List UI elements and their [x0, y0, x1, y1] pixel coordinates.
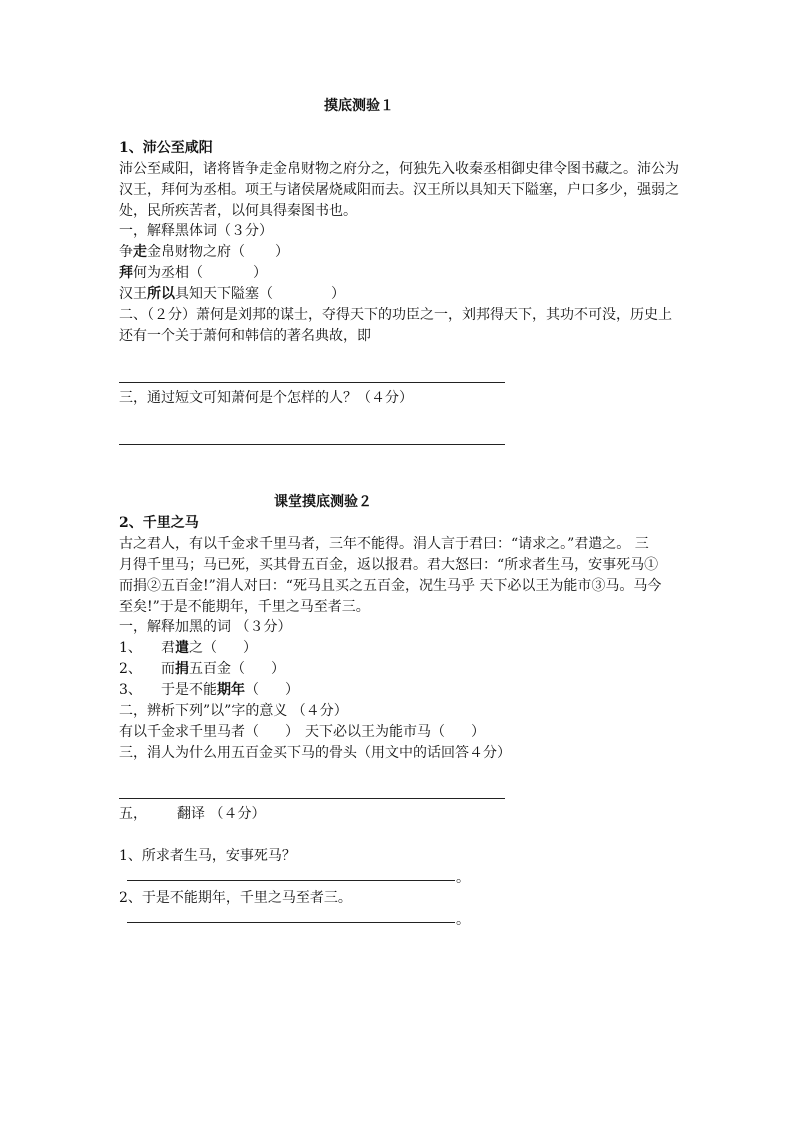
quiz2-q1-item-2-close: ） [271, 661, 285, 677]
quiz2-q2-item-a: 有以千金求千里马者（ [119, 724, 259, 740]
quiz1-q1-item-1 [119, 242, 289, 262]
quiz2-q5-title: 翻译 （４分） [177, 806, 266, 822]
quiz1-heading: 1、沛公至咸阳 [119, 140, 213, 156]
quiz1-q1-item-3-pre: 汉王 [119, 286, 147, 302]
quiz2-q1-item-2-bold: 捐 [175, 661, 189, 677]
quiz2-heading: 2、千里之马 [119, 515, 199, 531]
quiz2-q1-item-2 [119, 659, 285, 679]
quiz2-passage-line-1: 古之君人，有以千金求千里马者，三年不能得。涓人言于君曰：“请求之。”君遣之。 三 [119, 536, 649, 552]
quiz2-q1-item-3-num: 3、 [119, 682, 142, 698]
quiz1-q1-item-3-bold: 所以 [147, 286, 175, 302]
quiz2-q1-title: 一，解释加黑的词 （３分） [119, 619, 292, 635]
quiz2-translate-1-end-mark: 。 [456, 870, 470, 886]
quiz2-q3-answer-line[interactable] [119, 798, 505, 799]
quiz2-q5 [119, 804, 265, 824]
quiz2-q1-item-1-num: 1、 [119, 640, 142, 656]
quiz2-translate-1-answer-line[interactable] [127, 880, 455, 881]
quiz2-translate-2: 2、于是不能期年，千里之马至者三。 [119, 890, 352, 906]
quiz2-q5-label: 五， [119, 806, 147, 822]
quiz2-q1-item-1-close: ） [243, 640, 257, 656]
quiz2-q1-item-3 [119, 680, 299, 700]
quiz2-translate-2-end-mark: 。 [456, 912, 470, 928]
quiz1-q2-line-1: 二、（２分）萧何是刘邦的谋士，夺得天下的功臣之一，刘邦得天下，其功不可没，历史上 [119, 307, 672, 323]
quiz2-q3: 三，涓人为什么用五百金买下马的骨头（用文中的话回答４分） [119, 745, 511, 761]
quiz1-q1-item-1-pre: 争 [119, 244, 133, 260]
quiz1-title: 摸底测验１ [324, 98, 394, 114]
quiz2-passage-line-3: 而捐②五百金!”涓人对曰：“死马且买之五百金，况生马乎 天下必以王为能市③马。马今 [119, 578, 662, 594]
quiz2-q1-item-1-post: 之（ [189, 640, 217, 656]
quiz2-passage-line-2: 月得千里马；马已死，买其骨五百金，返以报君。君大怒曰：“所求者生马，安事死马① [119, 557, 659, 573]
quiz2-q1-item-3-post: （ [245, 682, 259, 698]
quiz1-q1-item-2-close: ） [253, 265, 267, 281]
quiz1-q1-item-2 [119, 263, 267, 283]
quiz1-q1-item-2-post: 何为丞相（ [133, 265, 203, 281]
quiz1-passage-line-2: 汉王，拜何为丞相。项王与诸侯屠烧咸阳而去。汉王所以具知天下隘塞，户口多少，强弱之 [119, 182, 679, 198]
quiz1-q1-item-3 [119, 284, 345, 304]
quiz2-q1-item-2-post: 五百金（ [189, 661, 245, 677]
quiz2-q1-item-3-bold: 期年 [217, 682, 245, 698]
quiz1-q1-item-1-post: 金帛财物之府（ [147, 244, 245, 260]
quiz2-q1-item-3-pre: 于是不能 [161, 682, 217, 698]
quiz2-q2-item-a-close: ） [285, 724, 299, 740]
quiz1-passage-line-1: 沛公至咸阳，诸将皆争走金帛财物之府分之，何独先入收秦丞相御史律令图书藏之。沛公为 [119, 161, 679, 177]
quiz1-q3-answer-line[interactable] [119, 444, 505, 445]
quiz1-q1-item-1-close: ） [275, 244, 289, 260]
quiz1-q3: 三，通过短文可知萧何是个怎样的人？（４分） [119, 390, 413, 406]
quiz2-translate-2-answer-line[interactable] [127, 922, 455, 923]
quiz1-q1-title: 一，解释黑体词（３分） [119, 223, 273, 239]
quiz2-title: 课堂摸底测验２ [274, 494, 372, 510]
quiz2-q2-title: 二，辨析下列”以”字的意义 （４分） [119, 703, 348, 719]
quiz2-q2-item-b-close: ） [471, 724, 485, 740]
quiz1-passage-line-3: 处，民所疾苦者，以何具得秦图书也。 [119, 203, 357, 219]
quiz2-q1-item-1 [119, 638, 257, 658]
quiz2-q1-item-1-bold: 遣 [175, 640, 189, 656]
quiz2-q1-item-1-pre: 君 [161, 640, 175, 656]
quiz2-q1-item-3-close: ） [285, 682, 299, 698]
quiz2-translate-1: 1、所求者生马，安事死马？ [119, 848, 296, 864]
quiz1-q1-item-3-post: 具知天下隘塞（ [175, 286, 273, 302]
quiz2-q2-items [119, 722, 485, 742]
quiz1-q1-item-1-bold: 走 [133, 244, 147, 260]
quiz2-q2-item-b: 天下必以王为能市马（ [305, 724, 445, 740]
quiz2-passage-line-4: 至矣!”于是不能期年，千里之马至者三。 [119, 599, 370, 615]
quiz1-q2-answer-line[interactable] [119, 382, 505, 383]
quiz2-q1-item-2-num: 2、 [119, 661, 142, 677]
quiz1-q1-item-3-close: ） [331, 286, 345, 302]
quiz2-q1-item-2-pre: 而 [161, 661, 175, 677]
quiz1-q2-line-2: 还有一个关于萧何和韩信的著名典故，即 [119, 328, 371, 344]
quiz1-q1-item-2-bold: 拜 [119, 265, 133, 281]
